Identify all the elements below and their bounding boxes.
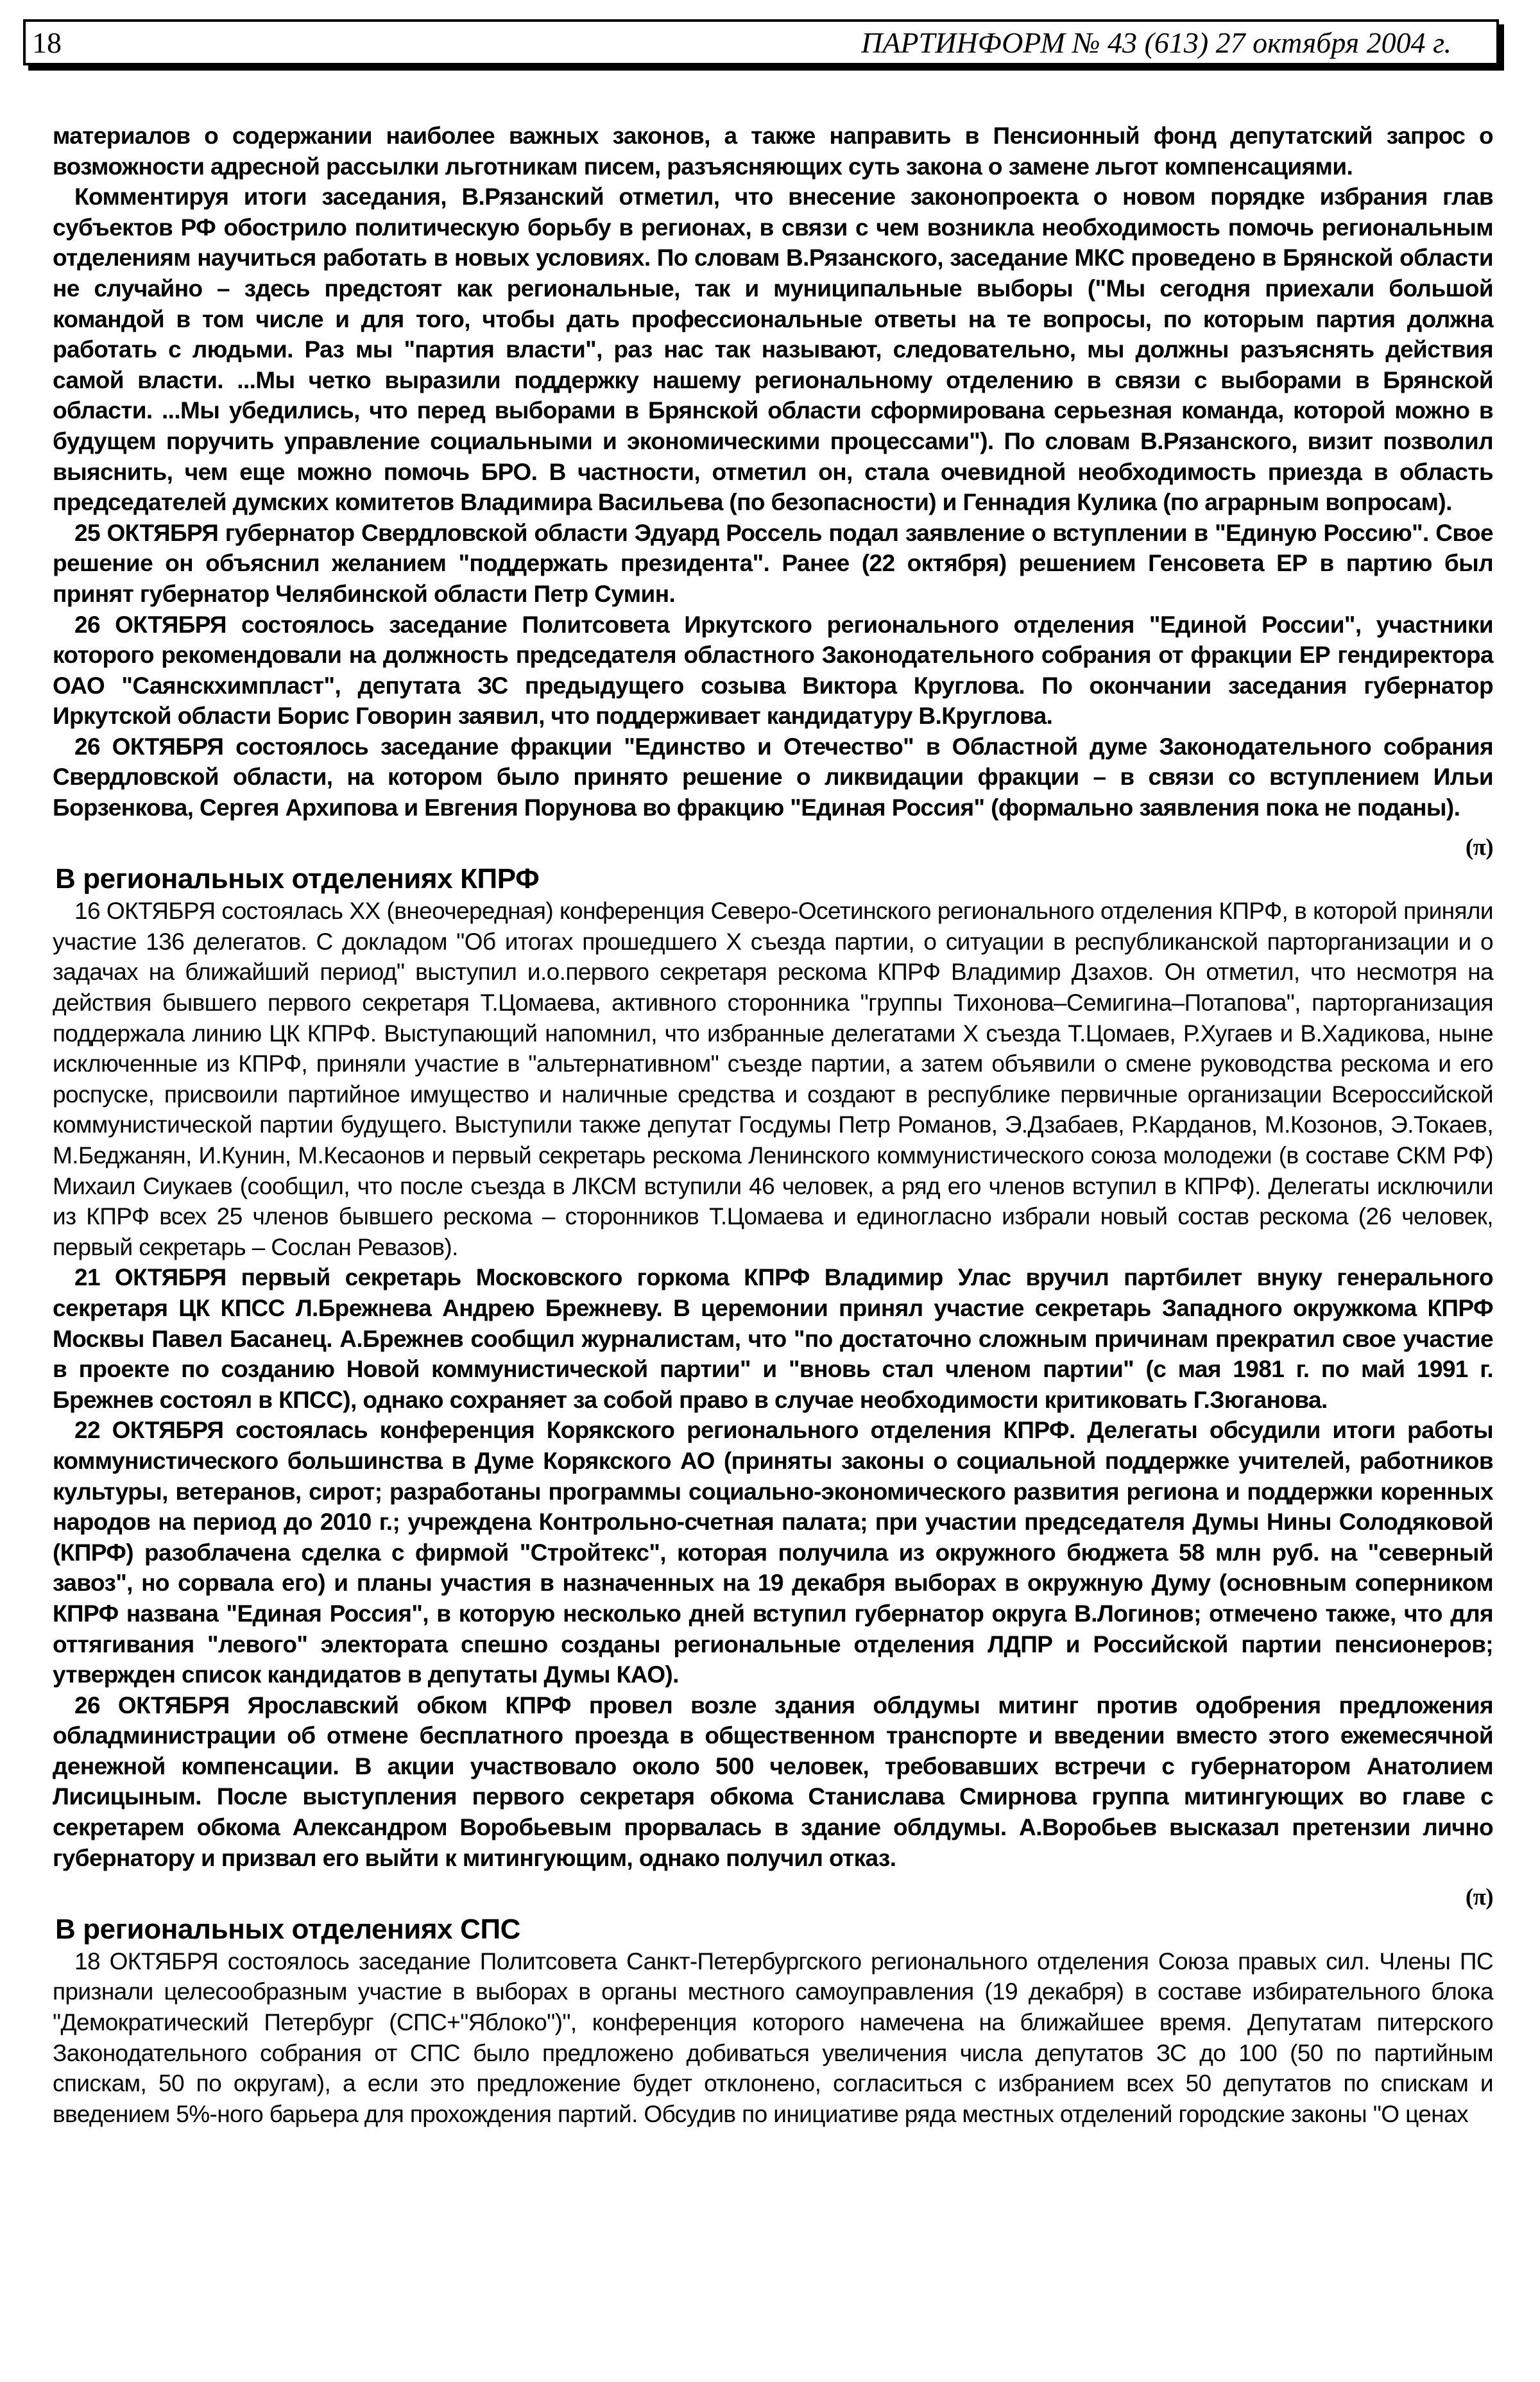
paragraph: 22 ОКТЯБРЯ состоялась конференция Корякского регионального отделения КПРФ. Делегаты обсудили итоги работы коммунистического большинства в Думе Корякского АО (приняты законы о социальной поддержке учителей, работников культуры, ветеранов, сирот; разработаны программы социально-экономического развития региона и поддержки коренных народов на период до 2010 г.; учреждена Контрольно-счетная палата; при участии председателя Думы Нины Солодяковой (КПРФ) разоблачена сделка с фирмой "Стройтекс", которая получила из окружного бюджета 58 млн руб. на "северный завоз", но сорвала его) и планы участия в назначенных на 19 декабря выборах в окружную Думу (основным соперником КПРФ названа "Единая Россия", в которую несколько дней вступил губернатор округа В.Логинов; отмечено также, что для оттягивания "левого" электората спешно созданы региональные отделения ЛДПР и Российской партии пенсионеров; утвержден список кандидатов в депутаты Думы КАО).: [53, 1417, 1493, 1688]
publication-title: ПАРТИНФОРМ № 43 (613) 27 октября 2004 г.: [861, 26, 1451, 59]
section-heading-sps: В региональных отделениях СПС: [55, 1913, 521, 1945]
author-signature: (π): [1465, 1884, 1493, 1911]
page-number: 18: [32, 26, 62, 59]
paragraph: материалов о содержании наиболее важных законов, а также направить в Пенсионный фонд депутатский запрос о возможности адресной рассылки льготникам писем, разъясняющих суть закона о замене льгот компенсациями.: [53, 123, 1493, 180]
paragraph: 26 ОКТЯБРЯ Ярославский обком КПРФ провел возле здания облдумы митинг против одобрения предложения обладминистрации об отмене бесплатного проезда в общественном транспорте и введении вместо этого ежемесячной денежной компенсации. В акции участвовало около 500 человек, требовавших встречи с губернатором Анатолием Лисицыным. После выступления первого секретаря обкома Станислава Смирнова группа митингующих во главе с секретарем обкома Александром Воробьевым прорвалась в здание облдумы. А.Воробьев высказал претензии лично губернатору и призвал его выйти к митингующим, однако получил отказ.: [53, 1692, 1493, 1871]
paragraph: 25 ОКТЯБРЯ губернатор Свердловской области Эдуард Россель подал заявление о вступлении в "Единую Россию". Свое решение он объяснил желанием "поддержать президента". Ранее (22 октября) решением Генсовета ЕР в партию был принят губернатор Челябинской области Петр Сумин.: [53, 519, 1493, 607]
page-header: [23, 19, 1499, 65]
paragraph: 26 ОКТЯБРЯ состоялось заседание Политсовета Иркутского регионального отделения "Единой России", участники которого рекомендовали на должность председателя областного Законодательного собрания от фракции ЕР гендиректора ОАО "Саянскхимпласт", депутата ЗС предыдущего созыва Виктора Круглова. По окончании заседания губернатор Иркутской области Борис Говорин заявил, что поддерживает кандидатуру В.Круглова.: [53, 611, 1493, 730]
paragraph: 26 ОКТЯБРЯ состоялось заседание фракции "Единство и Отечество" в Областной думе Законодательного собрания Свердловской области, на котором было принято решение о ликвидации фракции – в связи со вступлением Ильи Борзенкова, Сергея Архипова и Евгения Порунова во фракцию "Единая Россия" (формально заявления пока не поданы).: [53, 733, 1493, 821]
author-signature: (π): [1465, 834, 1493, 861]
paragraph: 16 ОКТЯБРЯ состоялась XX (внеочередная) конференция Северо-Осетинского регионального отделения КПРФ, в которой приняли участие 136 делегатов. С докладом "Об итогах прошедшего X съезда партии, о ситуации в республиканской парторганизации и о задачах на ближайший период" выступил и.о.первого секретаря рескома КПРФ Владимир Дзахов. Он отметил, что несмотря на действия бывшего первого секретаря Т.Цомаева, активного сторонника "группы Тихонова–Семигина–Потапова", парторганизация поддержала линию ЦК КПРФ. Выступающий напомнил, что избранные делегатами X съезда Т.Цомаев, Р.Хугаев и В.Хадикова, ныне исключенные из КПРФ, приняли участие в "альтернативном" съезде партии, а затем объявили о смене руководства рескома и его роспуске, присвоили партийное имущество и наличные средства и создают в республике первичные организации Всероссийской коммунистической партии будущего. Выступили также депутат Госдумы Петр Романов, Э.Дзабаев, Р.Карданов, М.Козонов, Э.Токаев, М.Беджанян, И.Кунин, М.Кесаонов и первый секретарь рескома Ленинского коммунистического союза молодежи (в составе СКМ РФ) Михаил Сиукаев (сообщил, что после съезда в ЛКСМ вступили 46 человек, а ряд его членов вступил в КПРФ). Делегаты исключили из КПРФ всех 25 членов бывшего рескома – сторонников Т.Цомаева и единогласно избрали новый состав рескома (26 человек, первый секретарь – Сослан Ревазов).: [53, 898, 1493, 1260]
article-body: [53, 121, 1493, 2129]
section-united-russia: [53, 121, 1493, 823]
section-heading-kprf: В региональных отделениях КПРФ: [55, 863, 540, 895]
paragraph: Комментируя итоги заседания, В.Рязанский отметил, что внесение законопроекта о новом порядке избрания глав субъектов РФ обострило политическую борьбу в регионах, в связи с чем возникла необходимость помочь региональным отделениям научиться работать в новых условиях. По словам В.Рязанского, заседание МКС проведено в Брянской области не случайно – здесь предстоят как региональные, так и муниципальные выборы ("Мы сегодня приехали большой командой в том числе и для того, чтобы дать профессиональные ответы на те вопросы, по которым партия должна работать с людьми. Раз мы "партия власти", раз нас так называют, следовательно, мы должны разъяснять действия самой власти. ...Мы четко выразили поддержку нашему региональному отделению в связи с выборами в Брянской области. ...Мы убедились, что перед выборами в Брянской области сформирована серьезная команда, которой можно в будущем поручить управление социальными и экономическими процессами"). По словам В.Рязанского, визит позволил выяснить, чем еще можно помочь БРО. В частности, отметил он, стала очевидной необходимость приезда в область председателей думских комитетов Владимира Васильева (по безопасности) и Геннадия Кулика (по аграрным вопросам).: [53, 184, 1493, 516]
paragraph: 18 ОКТЯБРЯ состоялось заседание Политсовета Санкт-Петербургского регионального отделения Союза правых сил. Члены ПС признали целесообразным участие в выборах в органы местного самоуправления (19 декабря) в составе избирательного блока "Демократический Петербург (СПС+"Яблоко")", конференция которого намечена на ближайшее время. Депутатам питерского Законодательного собрания от СПС было предложено добиваться увеличения числа депутатов ЗС до 100 (50 по партийным спискам, 50 по округам), а если это предложение будет отклонено, согласиться с избранием всех 50 депутатов по спискам и введением 5%-ного барьера для прохождения партий. Обсудив по инициативе ряда местных отделений городские законы "О ценах: [53, 1948, 1493, 2127]
paragraph: 21 ОКТЯБРЯ первый секретарь Московского горкома КПРФ Владимир Улас вручил партбилет внуку генерального секретаря ЦК КПСС Л.Брежнева Андрею Брежневу. В церемонии принял участие секретарь Западного окружкома КПРФ Москвы Павел Басанец. А.Брежнев сообщил журналистам, что "по достаточно сложным причинам прекратил свое участие в проекте по созданию Новой коммунистической партии" и "вновь стал членом партии" (с мая 1981 г. по май 1991 г. Брежнев состоял в КПСС), однако сохраняет за собой право в случае необходимости критиковать Г.Зюганова.: [53, 1264, 1493, 1413]
